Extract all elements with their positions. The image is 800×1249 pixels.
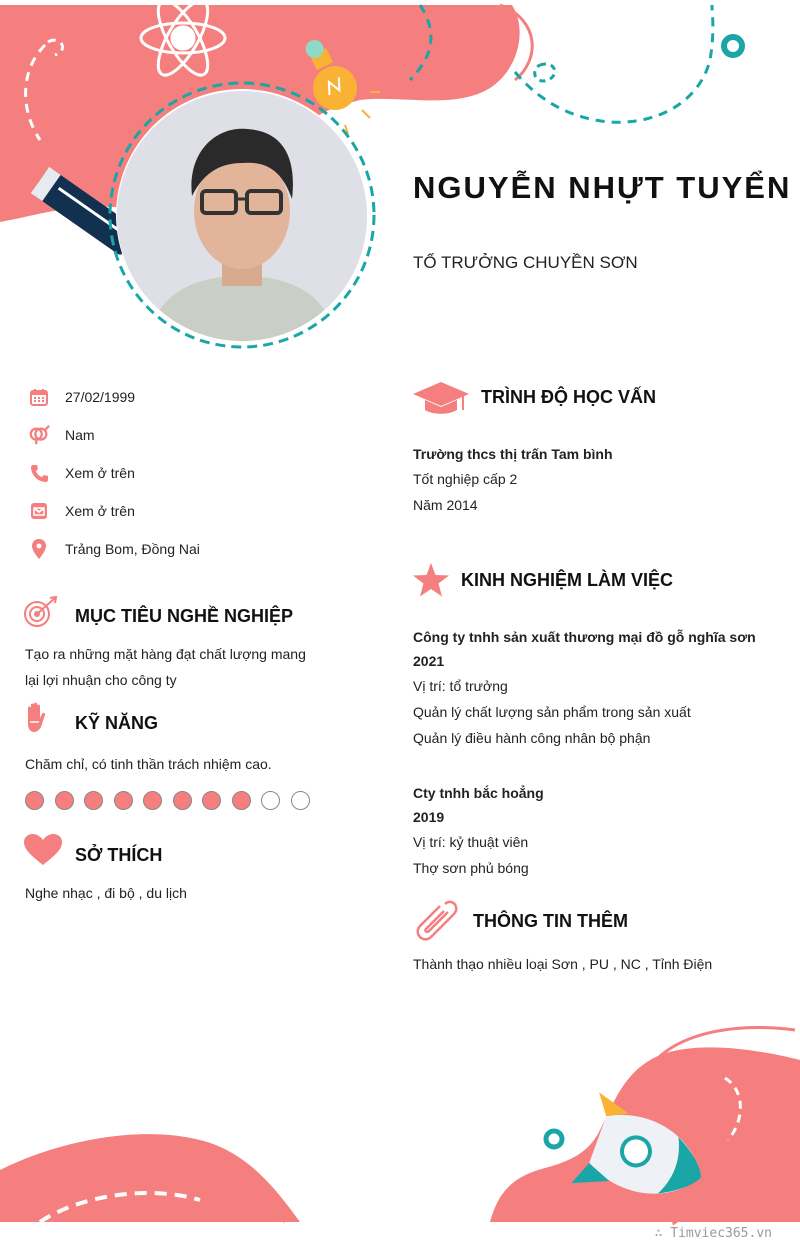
contact-gender <box>28 422 358 448</box>
profile-photo <box>117 91 367 341</box>
objective-line-2: lại lợi nhuận cho công ty <box>25 672 177 688</box>
address-text: Trảng Bom, Đồng Nai <box>65 541 200 557</box>
objective-title: MỤC TIÊU NGHỀ NGHIỆP <box>75 606 294 626</box>
graduation-cap-icon <box>413 380 469 419</box>
contact-birthday <box>28 384 358 410</box>
skills-text: Chăm chỉ, có tinh thần trách nhiệm cao. <box>25 756 272 772</box>
calendar-icon <box>28 386 50 408</box>
job-2-line-1: Vị trí: kỷ thuật viên <box>413 834 529 850</box>
dashed-loop-top <box>535 64 555 81</box>
skill-rating <box>25 791 320 815</box>
job-1-line-1: Vị trí: tổ trưởng <box>413 678 508 694</box>
objective-line-1: Tạo ra những mặt hàng đạt chất lượng mang <box>25 646 306 662</box>
contact-address <box>28 536 358 562</box>
job-1-line-2: Quản lý chất lượng sản phẩm trong sản xuất <box>413 704 691 720</box>
avatar <box>117 91 367 341</box>
hobbies-text: Nghe nhạc , đi bộ , du lịch <box>25 885 187 901</box>
extra-title: THÔNG TIN THÊM <box>473 911 628 931</box>
skill-rating-dot <box>84 791 103 810</box>
paperclip-icon <box>415 900 459 947</box>
education-degree: Tốt nghiệp cấp 2 <box>413 471 518 487</box>
extra-text: Thành thạo nhiều loại Sơn , PU , NC , Tỉnh Điện <box>413 956 713 972</box>
hand-icon <box>24 702 48 739</box>
experience-title: KINH NGHIỆM LÀM VIỆC <box>461 570 674 590</box>
skill-rating-dot <box>25 791 44 810</box>
skill-rating-dot <box>55 791 74 810</box>
education-school: Trường thcs thị trấn Tam bình <box>413 446 613 462</box>
hobbies-title: SỞ THÍCH <box>75 845 163 865</box>
skill-rating-dot <box>261 791 280 810</box>
teal-ring-bottom <box>546 1131 562 1147</box>
skill-rating-dot <box>173 791 192 810</box>
job-2-line-2: Thợ sơn phủ bóng <box>413 860 529 876</box>
heart-icon <box>24 834 62 871</box>
skill-rating-dot <box>232 791 251 810</box>
phone-icon <box>28 462 50 484</box>
skill-rating-dot <box>114 791 133 810</box>
email-icon <box>28 500 50 522</box>
candidate-name: NGUYỄN NHỰT TUYỂN <box>413 170 792 205</box>
job-2-company: Cty tnhh bắc hoẳng <box>413 785 544 801</box>
job-1-year: 2021 <box>413 653 445 669</box>
education-title: TRÌNH ĐỘ HỌC VẤN <box>481 387 656 407</box>
birthday-text: 27/02/1999 <box>65 389 136 405</box>
skill-rating-dot <box>291 791 310 810</box>
target-icon <box>23 596 59 633</box>
email-text: Xem ở trên <box>65 503 135 519</box>
gender-text: Nam <box>65 427 95 443</box>
contact-phone <box>28 460 358 486</box>
phone-text: Xem ở trên <box>65 465 135 481</box>
skills-title: KỸ NĂNG <box>75 713 159 733</box>
job-2-year: 2019 <box>413 809 445 825</box>
candidate-position: TỔ TRƯỞNG CHUYỀN SƠN <box>413 253 638 272</box>
skill-rating-dot <box>202 791 221 810</box>
job-1-line-3: Quản lý điều hành công nhân bộ phận <box>413 730 651 746</box>
star-icon <box>413 563 449 602</box>
gender-icon <box>28 424 50 446</box>
skill-rating-dot <box>143 791 162 810</box>
location-pin-icon <box>28 538 50 560</box>
watermark: ∴ Timviec365.vn <box>654 1226 772 1241</box>
job-1-company: Công ty tnhh sản xuất thương mại đồ gỗ nghĩa sơn <box>413 629 756 645</box>
teal-ring-icon <box>724 37 742 55</box>
contact-email <box>28 498 358 524</box>
education-year: Năm 2014 <box>413 497 478 513</box>
